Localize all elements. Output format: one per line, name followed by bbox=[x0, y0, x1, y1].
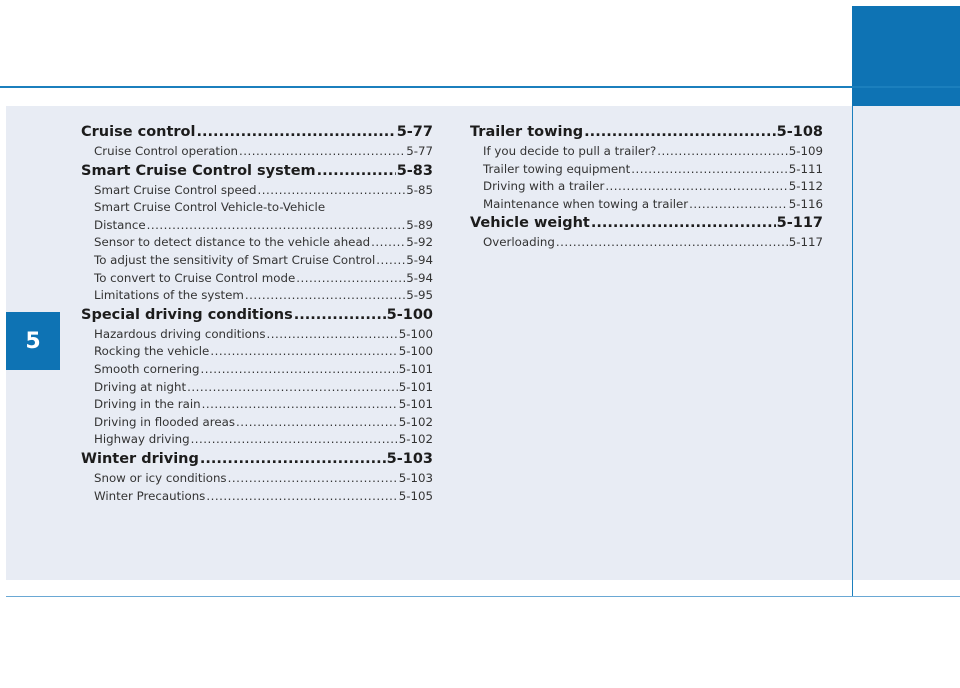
toc-entry-rocking[interactable] bbox=[81, 343, 433, 361]
toc-entry-trailer-maintenance[interactable] bbox=[470, 196, 823, 214]
dot-leader bbox=[206, 488, 397, 506]
toc-title: Cruise control bbox=[81, 124, 196, 140]
dot-leader bbox=[267, 326, 398, 344]
toc-section-special-driving[interactable] bbox=[81, 305, 433, 326]
toc-entry-driving-with-trailer[interactable] bbox=[470, 178, 823, 196]
dot-leader bbox=[191, 431, 398, 449]
toc-entry-scc-distance[interactable] bbox=[81, 217, 433, 235]
toc-page: 5-108 bbox=[776, 124, 823, 140]
toc-page: 5-101 bbox=[398, 361, 433, 376]
toc-title: Special driving conditions bbox=[81, 306, 293, 323]
dot-leader bbox=[245, 287, 405, 305]
toc-title: Smooth cornering bbox=[94, 361, 200, 376]
toc-title: Limitations of the system bbox=[94, 288, 244, 303]
dot-leader bbox=[257, 182, 405, 200]
toc-section-trailer-towing[interactable] bbox=[470, 122, 823, 143]
toc-title: If you decide to pull a trailer? bbox=[483, 144, 657, 158]
toc-page: 5-94 bbox=[406, 270, 433, 285]
toc-title: Highway driving bbox=[94, 432, 190, 447]
toc-left-column bbox=[81, 122, 433, 505]
toc-title: Vehicle weight bbox=[470, 215, 590, 232]
dot-leader bbox=[584, 122, 775, 143]
toc-title: Winter driving bbox=[81, 450, 199, 467]
dot-leader bbox=[200, 449, 386, 470]
toc-page: 5-105 bbox=[398, 488, 433, 503]
toc-page: 5-100 bbox=[398, 344, 433, 359]
toc-section-cruise-control[interactable] bbox=[81, 122, 433, 143]
toc-entry-night[interactable] bbox=[81, 379, 433, 397]
toc-entry-flooded[interactable] bbox=[81, 414, 433, 432]
toc-title: Cruise Control operation bbox=[94, 144, 239, 158]
toc-entry-hazardous[interactable] bbox=[81, 326, 433, 344]
toc-title: Snow or icy conditions bbox=[94, 470, 227, 485]
dot-leader bbox=[591, 213, 776, 234]
toc-entry-highway[interactable] bbox=[81, 431, 433, 449]
toc-entry-sensor[interactable] bbox=[81, 234, 433, 252]
dot-leader bbox=[187, 379, 398, 397]
toc-title: Driving at night bbox=[94, 379, 187, 394]
toc-section-winter-driving[interactable] bbox=[81, 449, 433, 470]
toc-page: 5-100 bbox=[386, 306, 433, 323]
dot-leader bbox=[556, 234, 788, 252]
toc-page: 5-112 bbox=[788, 179, 823, 194]
toc-page: 5-116 bbox=[788, 196, 823, 211]
dot-leader bbox=[294, 305, 386, 326]
toc-title: Sensor to detect distance to the vehicle ahead bbox=[94, 235, 371, 250]
dot-leader bbox=[689, 196, 788, 214]
toc-section-vehicle-weight[interactable] bbox=[470, 213, 823, 234]
toc-entry-scc-speed[interactable] bbox=[81, 182, 433, 200]
toc-page: 5-103 bbox=[398, 470, 433, 485]
toc-page: 5-109 bbox=[788, 144, 823, 158]
toc-title: Driving with a trailer bbox=[483, 179, 605, 194]
dot-leader bbox=[210, 343, 397, 361]
toc-title: To adjust the sensitivity of Smart Cruise Control bbox=[94, 252, 376, 267]
toc-page: 5-77 bbox=[406, 144, 433, 158]
side-rule bbox=[852, 106, 853, 596]
footer-rule bbox=[6, 596, 960, 597]
toc-title: Distance bbox=[94, 217, 146, 232]
toc-page: 5-103 bbox=[386, 450, 433, 467]
toc-page: 5-101 bbox=[398, 397, 433, 412]
toc-entry-scc-distance-line1[interactable]: Smart Cruise Control Vehicle-to-Vehicle bbox=[94, 200, 326, 215]
toc-page: 5-83 bbox=[396, 162, 433, 179]
toc-title: Trailer towing equipment bbox=[483, 161, 631, 176]
toc-entry-adjust-sensitivity[interactable] bbox=[81, 252, 433, 270]
toc-title: Rocking the vehicle bbox=[94, 344, 210, 359]
toc-page: 5-77 bbox=[396, 124, 433, 140]
toc-title: Trailer towing bbox=[470, 124, 584, 140]
toc-entry-rain[interactable] bbox=[81, 396, 433, 414]
toc-page: 5-89 bbox=[406, 217, 433, 232]
toc-title: Smart Cruise Control system bbox=[81, 162, 316, 179]
dot-leader bbox=[228, 470, 398, 488]
toc-page: 5-102 bbox=[398, 432, 433, 447]
toc-entry-smooth-cornering[interactable] bbox=[81, 361, 433, 379]
section-tab-block bbox=[852, 6, 960, 106]
toc-entry-pull-trailer[interactable] bbox=[470, 143, 823, 161]
dot-leader bbox=[631, 161, 787, 179]
toc-page: 5-117 bbox=[788, 235, 823, 250]
toc-title: Driving in flooded areas bbox=[94, 414, 235, 429]
toc-entry-snow-icy[interactable] bbox=[81, 470, 433, 488]
toc-title: Hazardous driving conditions bbox=[94, 326, 266, 341]
chapter-number-tab[interactable]: 5 bbox=[6, 312, 60, 370]
toc-entry-winter-precautions[interactable] bbox=[81, 488, 433, 506]
dot-leader bbox=[200, 361, 397, 379]
toc-entry-towing-equipment[interactable] bbox=[470, 161, 823, 179]
header-rule bbox=[0, 86, 960, 88]
toc-title: Smart Cruise Control speed bbox=[94, 182, 257, 197]
toc-page: 5-95 bbox=[406, 288, 433, 303]
toc-section-smart-cruise-control[interactable] bbox=[81, 161, 433, 182]
toc-title: To convert to Cruise Control mode bbox=[94, 270, 296, 285]
dot-leader bbox=[197, 122, 396, 143]
toc-entry-overloading[interactable] bbox=[470, 234, 823, 252]
toc-title: Maintenance when towing a trailer bbox=[483, 196, 689, 211]
toc-entry-convert-mode[interactable] bbox=[81, 270, 433, 288]
dot-leader bbox=[371, 234, 405, 252]
dot-leader bbox=[239, 143, 405, 161]
toc-title: Driving in the rain bbox=[94, 397, 201, 412]
dot-leader bbox=[202, 396, 398, 414]
dot-leader bbox=[317, 161, 396, 182]
dot-leader bbox=[296, 270, 405, 288]
toc-title: Winter Precautions bbox=[94, 488, 206, 503]
dot-leader bbox=[657, 143, 787, 161]
toc-title: Overloading bbox=[483, 235, 555, 250]
toc-page: 5-92 bbox=[406, 235, 433, 250]
toc-page: 5-102 bbox=[398, 414, 433, 429]
dot-leader bbox=[605, 178, 787, 196]
toc-entry-cruise-control-operation[interactable] bbox=[81, 143, 433, 161]
dot-leader bbox=[376, 252, 405, 270]
toc-page: 5-111 bbox=[788, 161, 823, 176]
toc-page: 5-94 bbox=[406, 252, 433, 267]
toc-page: 5-85 bbox=[406, 182, 433, 197]
toc-page: 5-117 bbox=[776, 215, 823, 232]
toc-page: 5-101 bbox=[398, 379, 433, 394]
toc-right-column bbox=[470, 122, 823, 252]
toc-entry-limitations[interactable] bbox=[81, 287, 433, 305]
dot-leader bbox=[236, 414, 398, 432]
toc-page: 5-100 bbox=[398, 326, 433, 341]
dot-leader bbox=[147, 217, 406, 235]
